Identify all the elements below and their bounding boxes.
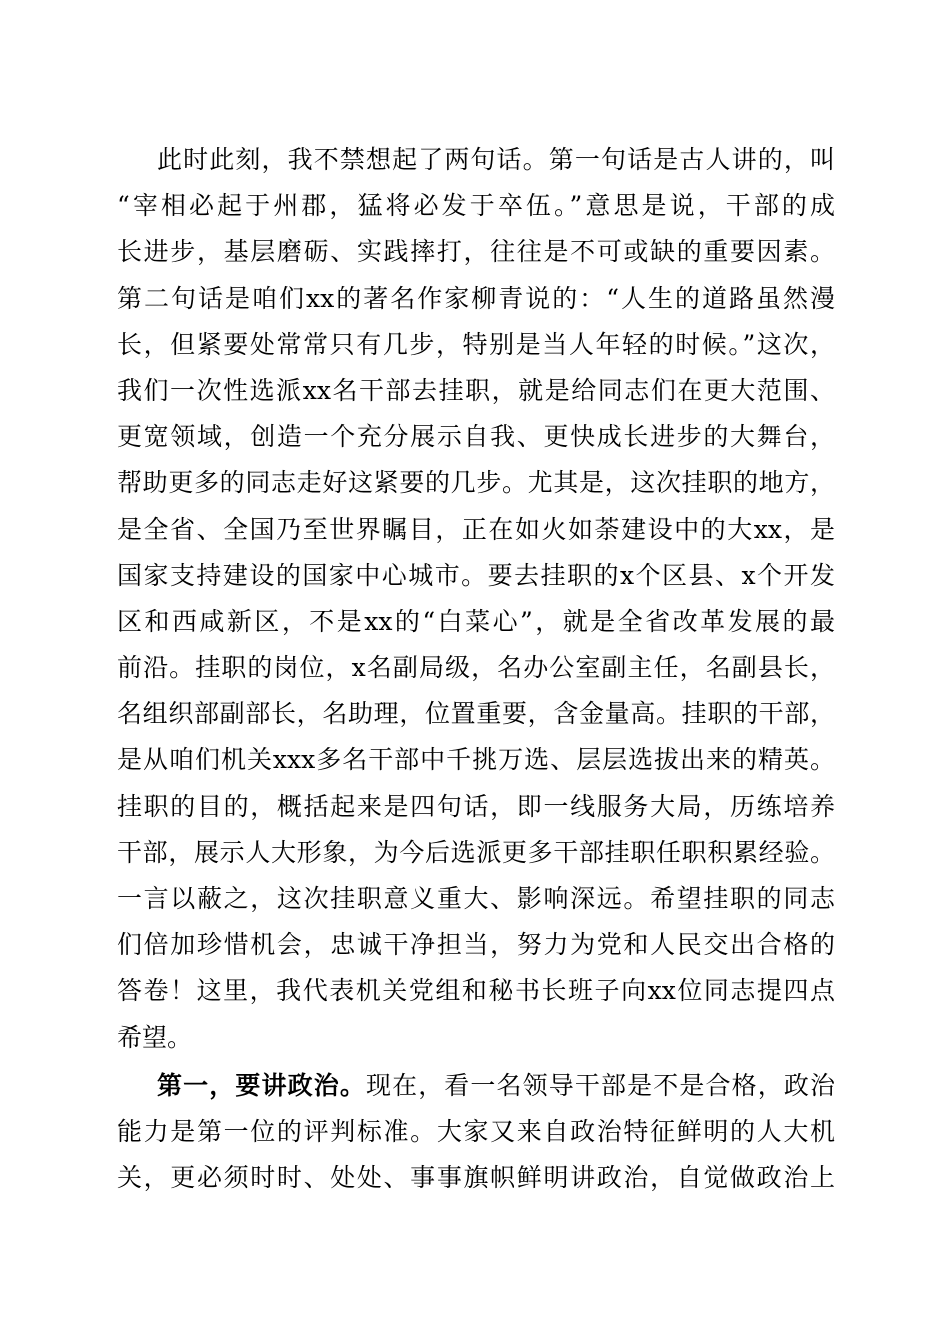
text-line: 此时此刻，我不禁想起了两句话。第一句话是古人讲的，叫 [157,145,835,174]
section-text: 现在，看一名领导干部是不是合格，政治 [365,1070,835,1100]
text-line: 挂职的目的，概括起来是四句话，即一线服务大局，历练培养 [117,791,835,821]
paragraph-1 [117,137,835,1061]
text-line: 前沿。挂职的岗位，x名副局级，名办公室副主任，名副县长， [117,653,835,683]
text-line: 是从咱们机关xxx多名干部中千挑万选、层层选拔出来的精英。 [117,745,835,775]
text-line: “宰相必起于州郡，猛将必发于卒伍。”意思是说，干部的成 [117,191,835,221]
text-line: 第二句话是咱们xx的著名作家柳青说的：“人生的道路虽然漫 [117,283,835,313]
text-line: 一言以蔽之，这次挂职意义重大、影响深远。希望挂职的同志 [117,884,835,913]
text-line: 国家支持建设的国家中心城市。要去挂职的x个区县、x个开发 [117,560,835,590]
text-line: 区和西咸新区，不是xx的“白菜心”，就是全省改革发展的最 [117,606,835,636]
text-line: 希望。 [117,1022,193,1052]
text-line: 更宽领域，创造一个充分展示自我、更快成长进步的大舞台， [117,422,835,452]
text-line: 答卷！这里，我代表机关党组和秘书长班子向xx位同志提四点 [117,976,835,1006]
text-line: 长，但紧要处常常只有几步，特别是当人年轻的时候。”这次， [117,329,835,359]
text-line: 帮助更多的同志走好这紧要的几步。尤其是，这次挂职的地方， [117,468,835,498]
text-line: 能力是第一位的评判标准。大家又来自政治特征鲜明的人大机 [117,1116,835,1146]
text-line: 们倍加珍惜机会，忠诚干净担当，努力为党和人民交出合格的 [117,930,835,960]
text-line: 是全省、全国乃至世界瞩目，正在如火如荼建设中的大xx，是 [117,514,835,544]
document-body [117,137,835,1201]
text-line: 名组织部副部长，名助理，位置重要，含金量高。挂职的干部， [117,699,835,729]
text-line: 干部，展示人大形象，为今后选派更多干部挂职任职积累经验。 [117,837,835,867]
text-line: 关，更必须时时、处处、事事旗帜鲜明讲政治，自觉做政治上 [117,1163,835,1193]
text-line: 长进步，基层磨砺、实践摔打，往往是不可或缺的重要因素。 [117,237,835,267]
text-line [117,1063,835,1109]
paragraph-2 [117,1063,835,1202]
section-heading: 第一，要讲政治。 [157,1070,366,1100]
text-line: 我们一次性选派xx名干部去挂职，就是给同志们在更大范围、 [117,375,835,405]
